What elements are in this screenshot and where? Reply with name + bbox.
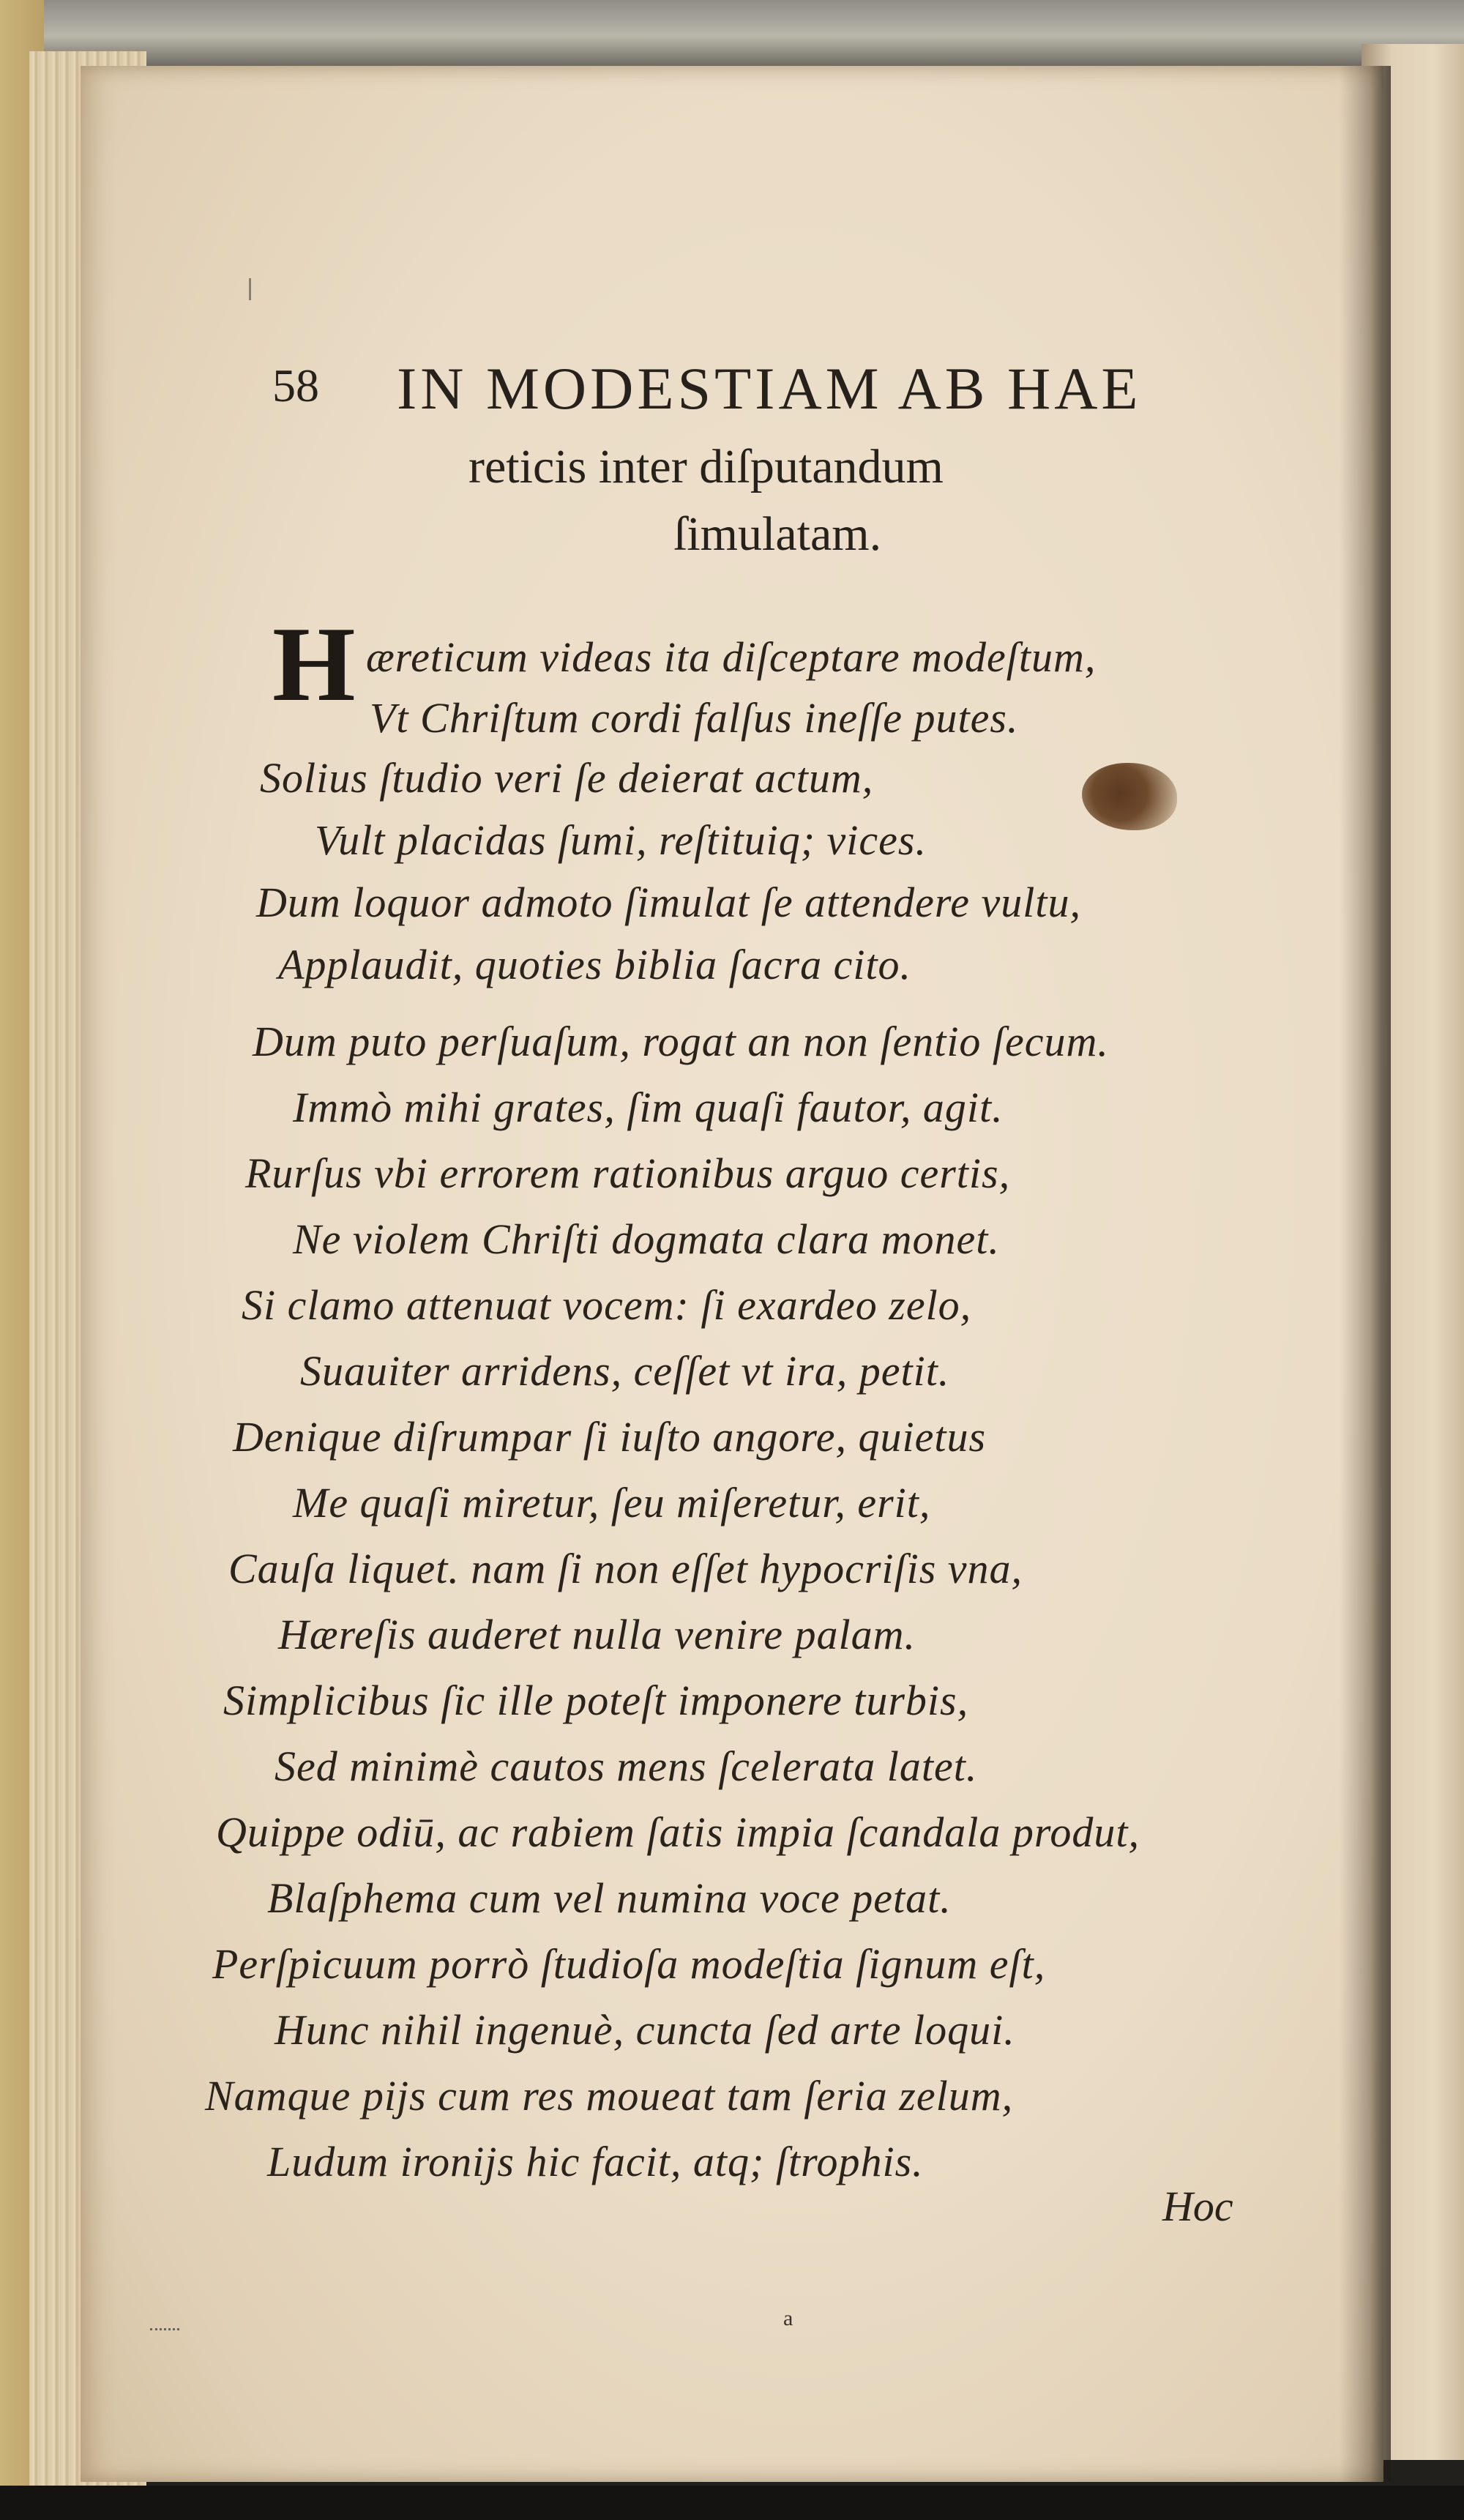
- poem-line: Me quaſi miretur, ſeu miſeretur, erit,: [293, 1479, 931, 1526]
- poem-line: Cauſa liquet. nam ſi non eſſet hypocriſis vna,: [228, 1545, 1023, 1592]
- poem-line: Hunc nihil ingenuè, cuncta ſed arte loqui.: [274, 2006, 1015, 2054]
- poem-line: Immò mihi grates, ſim quaſi fautor, agit.: [293, 1084, 1004, 1131]
- poem-line: æreticum videas ita diſceptare modeſtum,: [366, 633, 1097, 681]
- title-line-3: ſimulatam.: [673, 507, 882, 561]
- poem-line: Ne violem Chriſti dogmata clara monet.: [293, 1215, 1000, 1263]
- poem-line: Suauiter arridens, ceſſet vt ira, petit.: [300, 1347, 950, 1395]
- poem-line: Denique diſrumpar ſi iuſto angore, quietus: [233, 1413, 987, 1461]
- poem-line: Simplicibus ſic ille poteſt imponere turbis,: [223, 1677, 969, 1724]
- poem-line: Si clamo attenuat vocem: ſi exardeo zelo,: [242, 1281, 972, 1329]
- poem-line: Quippe odiū, ac rabiem ſatis impia ſcandala produt,: [216, 1808, 1140, 1856]
- poem-line: Ludum ironijs hic facit, atq; ſtrophis.: [267, 2138, 924, 2185]
- bottom-edge: [0, 2486, 1464, 2520]
- poem-line: Applaudit, quoties biblia ſacra cito.: [278, 941, 912, 988]
- poem-line: Dum loquor admoto ſimulat ſe attendere vultu,: [256, 879, 1082, 926]
- poem-line: Sed minimè cautos mens ſcelerata latet.: [274, 1742, 978, 1790]
- running-title: IN MODESTIAM AB HAE: [397, 355, 1142, 422]
- poem-line: Vult placidas ſumi, reſtituiq; vices.: [315, 816, 927, 864]
- page-number: 58: [272, 359, 319, 411]
- signature-mark: a: [783, 2306, 793, 2330]
- catchword: Hoc: [1162, 2182, 1233, 2230]
- drop-cap: H: [272, 605, 356, 723]
- poem-line: Solius ſtudio veri ſe deierat actum,: [260, 754, 874, 802]
- poem-line: Rurſus vbi errorem rationibus arguo certis,: [245, 1149, 1011, 1197]
- poem-line: Namque pijs cum res moueat tam ſeria zelum,: [205, 2072, 1014, 2120]
- poem-line: Dum puto perſuaſum, rogat an non ſentio ſecum.: [253, 1018, 1109, 1065]
- title-line-2: reticis inter diſputandum: [468, 440, 944, 493]
- poem-line: Blaſphema cum vel numina voce petat.: [267, 1874, 952, 1922]
- poem-line: Vt Chriſtum cordi falſus ineſſe putes.: [370, 694, 1019, 742]
- poem-line: Hæreſis auderet nulla venire palam.: [278, 1611, 916, 1658]
- poem-line: Perſpicuum porrò ſtudioſa modeſtia ſignum eſt,: [212, 1940, 1046, 1988]
